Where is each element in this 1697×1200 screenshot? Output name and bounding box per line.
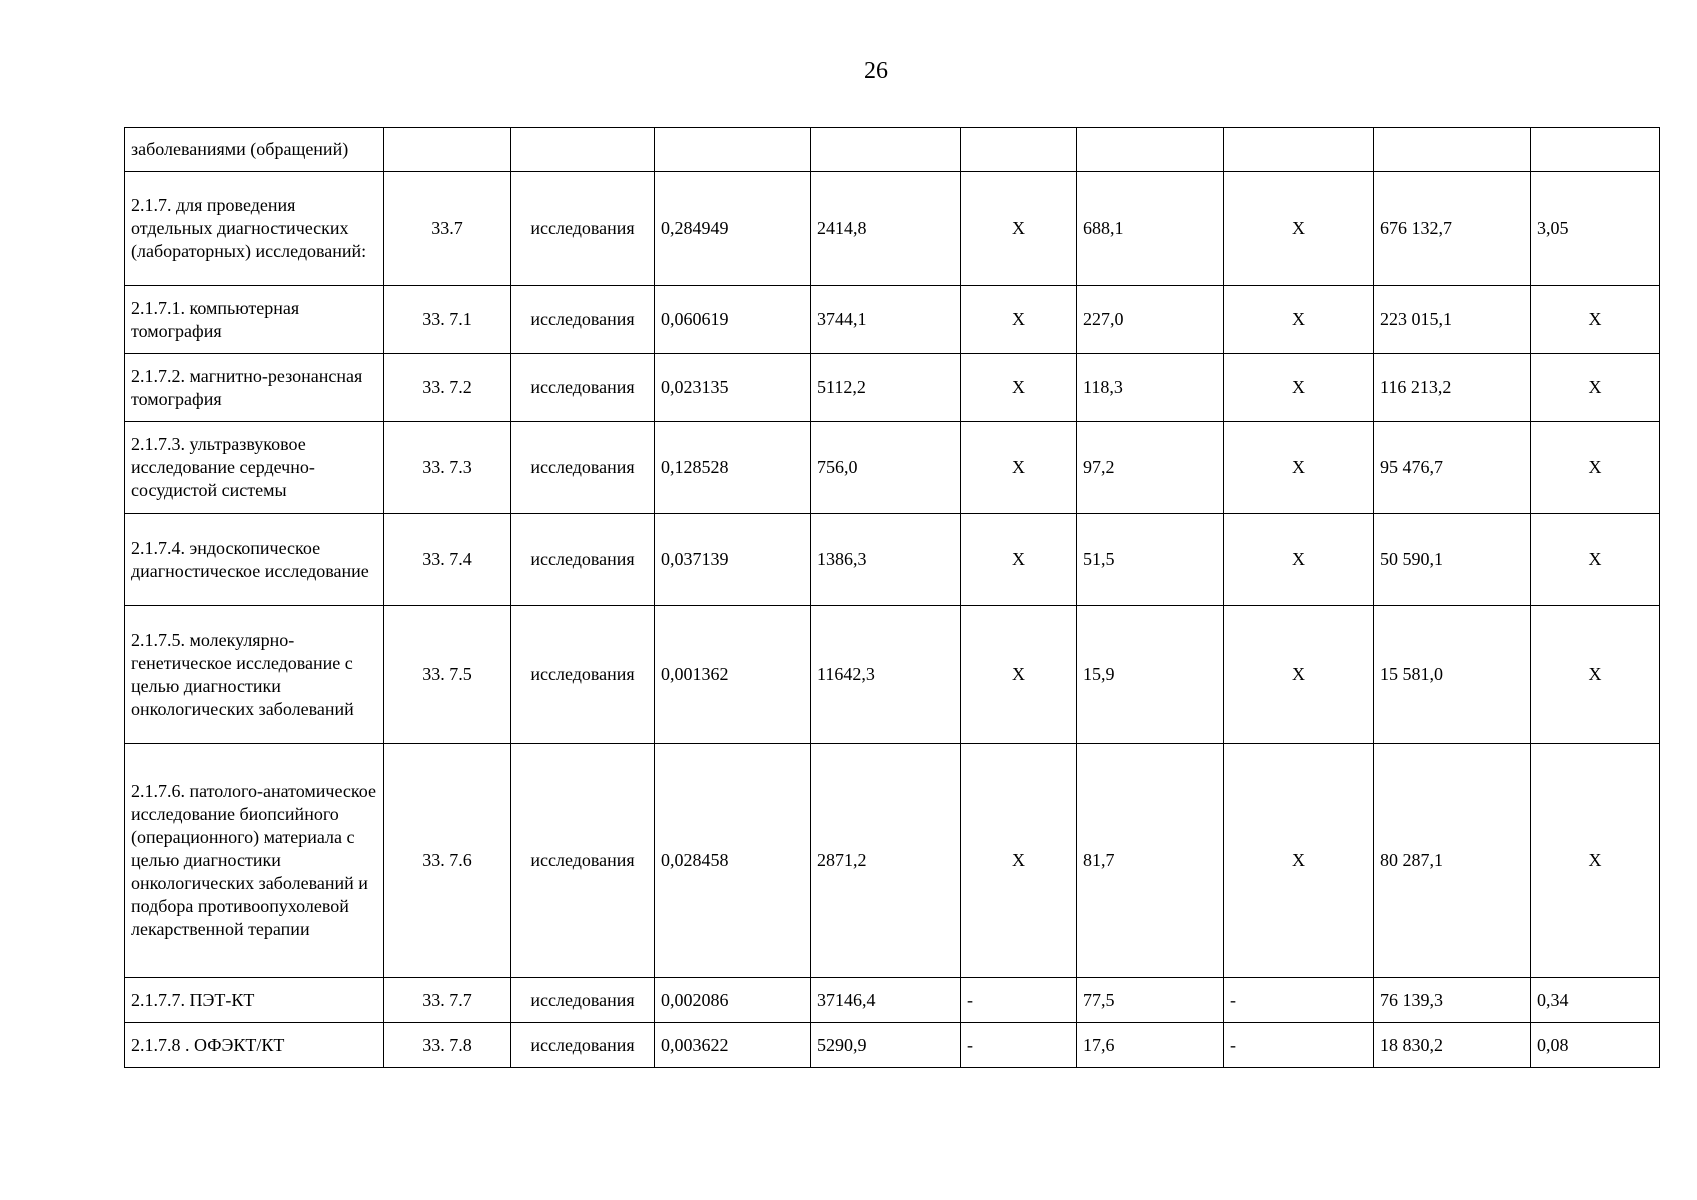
cell-code: 33. 7.7 [384, 978, 511, 1023]
cell-col8: X [1224, 286, 1374, 354]
cell-col10: 0,08 [1531, 1023, 1660, 1068]
cell-col8: X [1224, 606, 1374, 744]
cell-col7: 17,6 [1077, 1023, 1224, 1068]
cell-col4: 0,003622 [655, 1023, 811, 1068]
cell-col10: 3,05 [1531, 172, 1660, 286]
cell-col10: 0,34 [1531, 978, 1660, 1023]
cell-name: 2.1.7.3. ультразвуковое исследование сердечно-сосудистой системы [125, 422, 384, 514]
cell-col6: X [961, 286, 1077, 354]
cell-col4: 0,002086 [655, 978, 811, 1023]
empty-cell [1077, 128, 1224, 172]
cell-col7: 77,5 [1077, 978, 1224, 1023]
cell-col7: 81,7 [1077, 744, 1224, 978]
cell-col5: 3744,1 [811, 286, 961, 354]
cell-col4: 0,028458 [655, 744, 811, 978]
cell-unit: исследования [511, 286, 655, 354]
cell-col9: 676 132,7 [1374, 172, 1531, 286]
cell-col9: 80 287,1 [1374, 744, 1531, 978]
cell-col8: X [1224, 172, 1374, 286]
cell-col6: X [961, 514, 1077, 606]
cell-col4: 0,023135 [655, 354, 811, 422]
cell-col5: 2414,8 [811, 172, 961, 286]
empty-cell [961, 128, 1077, 172]
empty-cell [1224, 128, 1374, 172]
cell-col7: 97,2 [1077, 422, 1224, 514]
cell-unit: исследования [511, 514, 655, 606]
table-row [125, 978, 1660, 1023]
cell-col7: 51,5 [1077, 514, 1224, 606]
cell-unit: исследования [511, 172, 655, 286]
cell-col6: - [961, 1023, 1077, 1068]
cell-col4: 0,284949 [655, 172, 811, 286]
cell-col6: X [961, 354, 1077, 422]
table-row [125, 422, 1660, 514]
data-table [124, 127, 1660, 1068]
empty-cell [1531, 128, 1660, 172]
cell-unit: исследования [511, 606, 655, 744]
cell-unit: исследования [511, 354, 655, 422]
cell-unit: исследования [511, 744, 655, 978]
cell-col10: X [1531, 286, 1660, 354]
cell-name: 2.1.7.5. молекулярно-генетическое исследование с целью диагностики онкологических заболеваний [125, 606, 384, 744]
cell-code: 33. 7.4 [384, 514, 511, 606]
cell-col7: 15,9 [1077, 606, 1224, 744]
cell-col5: 1386,3 [811, 514, 961, 606]
cell-col10: X [1531, 422, 1660, 514]
cell-col8: X [1224, 514, 1374, 606]
empty-cell [511, 128, 655, 172]
cell-col5: 5112,2 [811, 354, 961, 422]
table-row [125, 744, 1660, 978]
cell-code: 33. 7.8 [384, 1023, 511, 1068]
cell-code: 33. 7.6 [384, 744, 511, 978]
cell-col6: - [961, 978, 1077, 1023]
cell-col9: 15 581,0 [1374, 606, 1531, 744]
cell-unit: исследования [511, 978, 655, 1023]
cell-col5: 11642,3 [811, 606, 961, 744]
table-row [125, 286, 1660, 354]
cell-col8: - [1224, 1023, 1374, 1068]
table-row [125, 172, 1660, 286]
cell-col10: X [1531, 744, 1660, 978]
cell-name: 2.1.7.7. ПЭТ-КТ [125, 978, 384, 1023]
header-continuation-cell: заболеваниями (обращений) [125, 128, 384, 172]
cell-col10: X [1531, 514, 1660, 606]
cell-col6: X [961, 422, 1077, 514]
cell-name: 2.1.7.8 . ОФЭКТ/КТ [125, 1023, 384, 1068]
cell-col9: 223 015,1 [1374, 286, 1531, 354]
table-row [125, 354, 1660, 422]
cell-name: 2.1.7.6. патолого-анатомическое исследование биопсийного (операционного) материала с целью диагностики онкологических заболеваний и подбора противоопухолевой лекарственной терапии [125, 744, 384, 978]
cell-col5: 756,0 [811, 422, 961, 514]
cell-unit: исследования [511, 422, 655, 514]
cell-code: 33.7 [384, 172, 511, 286]
cell-col10: X [1531, 354, 1660, 422]
cell-col5: 5290,9 [811, 1023, 961, 1068]
cell-name: 2.1.7. для проведения отдельных диагностических (лабораторных) исследований: [125, 172, 384, 286]
cell-col5: 2871,2 [811, 744, 961, 978]
cell-col4: 0,060619 [655, 286, 811, 354]
table-row [125, 606, 1660, 744]
cell-col7: 118,3 [1077, 354, 1224, 422]
empty-cell [655, 128, 811, 172]
cell-col8: X [1224, 354, 1374, 422]
cell-col6: X [961, 606, 1077, 744]
table-row [125, 1023, 1660, 1068]
cell-col9: 95 476,7 [1374, 422, 1531, 514]
empty-cell [384, 128, 511, 172]
cell-unit: исследования [511, 1023, 655, 1068]
cell-col7: 227,0 [1077, 286, 1224, 354]
cell-col6: X [961, 744, 1077, 978]
page-number: 26 [864, 58, 888, 84]
cell-col8: - [1224, 978, 1374, 1023]
empty-cell [811, 128, 961, 172]
cell-col8: X [1224, 744, 1374, 978]
cell-col9: 116 213,2 [1374, 354, 1531, 422]
cell-code: 33. 7.2 [384, 354, 511, 422]
cell-col10: X [1531, 606, 1660, 744]
cell-name: 2.1.7.1. компьютерная томография [125, 286, 384, 354]
table-row [125, 514, 1660, 606]
cell-col9: 18 830,2 [1374, 1023, 1531, 1068]
cell-code: 33. 7.1 [384, 286, 511, 354]
cell-name: 2.1.7.2. магнитно-резонансная томография [125, 354, 384, 422]
cell-col4: 0,128528 [655, 422, 811, 514]
cell-col4: 0,001362 [655, 606, 811, 744]
cell-col5: 37146,4 [811, 978, 961, 1023]
cell-col6: X [961, 172, 1077, 286]
cell-col8: X [1224, 422, 1374, 514]
cell-name: 2.1.7.4. эндоскопическое диагностическое исследование [125, 514, 384, 606]
cell-col9: 50 590,1 [1374, 514, 1531, 606]
empty-cell [1374, 128, 1531, 172]
cell-code: 33. 7.5 [384, 606, 511, 744]
cell-code: 33. 7.3 [384, 422, 511, 514]
cell-col7: 688,1 [1077, 172, 1224, 286]
table-row-header-continuation [125, 128, 1660, 172]
cell-col9: 76 139,3 [1374, 978, 1531, 1023]
cell-col4: 0,037139 [655, 514, 811, 606]
